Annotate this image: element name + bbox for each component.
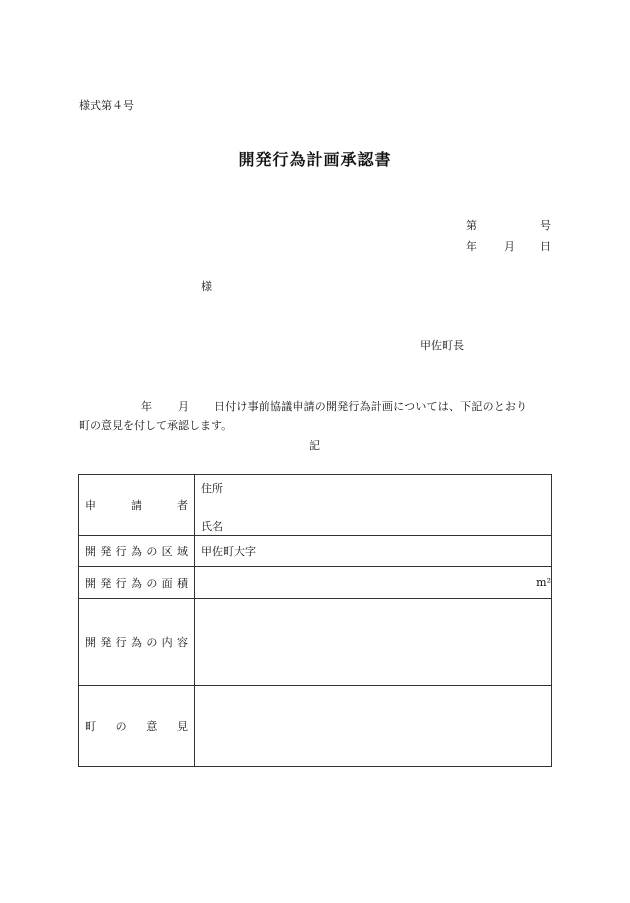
applicant-label bbox=[79, 475, 195, 536]
body-year-label: 年 bbox=[141, 400, 152, 413]
label-char: 為 bbox=[130, 576, 142, 590]
area-region-value[interactable]: 甲佐町大字 bbox=[195, 536, 552, 567]
details-table bbox=[78, 474, 552, 767]
label-char: 区 bbox=[161, 545, 173, 558]
label-char: 発 bbox=[100, 545, 112, 558]
label-char: 域 bbox=[176, 545, 188, 558]
label-char: 内 bbox=[161, 636, 173, 649]
label-char: 積 bbox=[176, 576, 188, 590]
label-char: 開 bbox=[85, 576, 96, 590]
date-month-label: 月 bbox=[504, 240, 515, 253]
label-char: 申 bbox=[85, 499, 96, 512]
body-text-line2: 町の意見を付して承認します。 bbox=[79, 419, 233, 432]
label-char: の bbox=[146, 545, 158, 558]
label-char: 行 bbox=[115, 545, 127, 558]
applicant-row bbox=[79, 475, 552, 536]
label-char: の bbox=[146, 636, 158, 649]
label-char: 町 bbox=[85, 720, 96, 733]
content-row bbox=[79, 599, 552, 686]
doc-number-prefix: 第 bbox=[466, 219, 477, 232]
label-char: 発 bbox=[100, 636, 112, 649]
area-unit: m² bbox=[536, 576, 551, 589]
addressee-honorific: 様 bbox=[201, 280, 212, 293]
form-number: 様式第４号 bbox=[79, 99, 134, 112]
document-title: 開発行為計画承認書 bbox=[238, 150, 392, 169]
name-label: 氏名 bbox=[201, 520, 223, 533]
opinion-row bbox=[79, 686, 552, 767]
label-char: の bbox=[115, 720, 127, 733]
applicant-cell[interactable] bbox=[195, 475, 552, 536]
area-region-row bbox=[79, 536, 552, 567]
content-label bbox=[79, 599, 195, 686]
opinion-value[interactable] bbox=[195, 686, 552, 767]
ki-heading: 記 bbox=[309, 439, 320, 452]
label-char: 見 bbox=[176, 720, 188, 733]
date-year-label: 年 bbox=[466, 240, 477, 253]
label-char: 者 bbox=[177, 499, 188, 512]
label-char: 為 bbox=[130, 545, 142, 558]
opinion-label bbox=[79, 686, 195, 767]
area-size-label bbox=[79, 567, 195, 599]
label-char: の bbox=[146, 576, 158, 590]
address-label: 住所 bbox=[201, 482, 223, 495]
label-char: 開 bbox=[85, 545, 96, 558]
body-text-rest: 日付け事前協議申請の開発行為計画については、下記のとおり bbox=[214, 400, 528, 413]
issuer-name: 甲佐町長 bbox=[420, 339, 464, 352]
label-char: 容 bbox=[176, 636, 188, 649]
label-char: 発 bbox=[100, 576, 112, 590]
label-char: 為 bbox=[130, 636, 142, 649]
area-region-label bbox=[79, 536, 195, 567]
label-char: 意 bbox=[146, 720, 158, 733]
label-char: 面 bbox=[161, 576, 173, 590]
date-day-label: 日 bbox=[540, 240, 551, 253]
content-value[interactable] bbox=[195, 599, 552, 686]
label-char: 開 bbox=[85, 636, 96, 649]
area-size-row bbox=[79, 567, 552, 599]
label-char: 請 bbox=[131, 499, 142, 512]
label-char: 行 bbox=[115, 576, 127, 590]
doc-number-suffix: 号 bbox=[540, 219, 551, 232]
body-month-label: 月 bbox=[178, 400, 189, 413]
area-size-value[interactable] bbox=[195, 567, 552, 599]
label-char: 行 bbox=[115, 636, 127, 649]
